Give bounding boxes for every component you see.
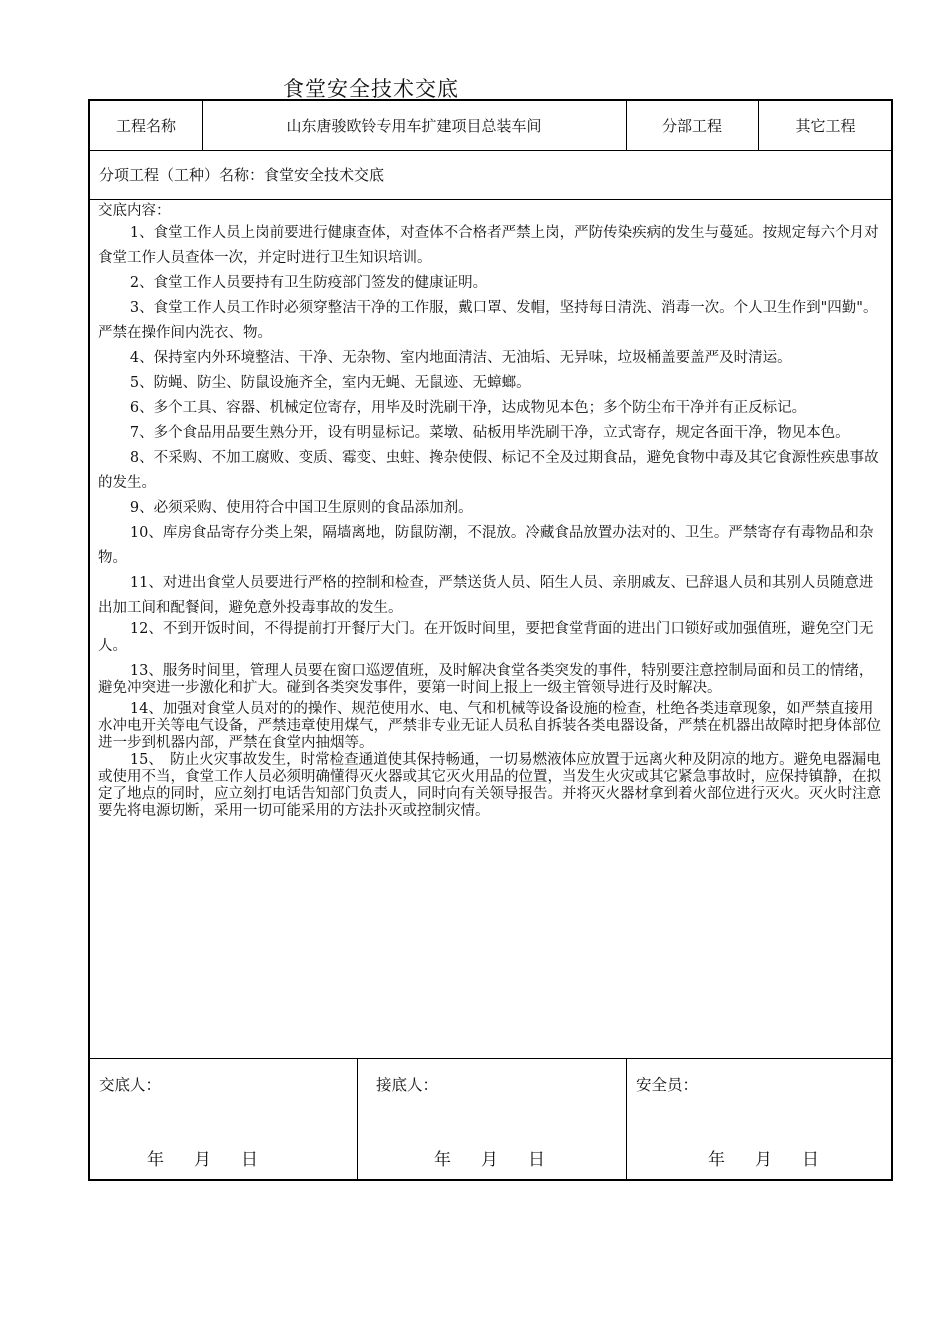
date-year: 年	[434, 1150, 451, 1170]
date-day: 日	[802, 1150, 819, 1170]
division-label: 分部工程	[661, 117, 722, 135]
receiver-label: 接底人：	[376, 1076, 439, 1094]
date-day: 日	[528, 1150, 545, 1170]
content-paragraph: 4、保持室内外环境整洁、干净、无杂物、室内地面清洁、无油垢、无异味，垃圾桶盖要盖严及时清运。	[129, 350, 792, 366]
content-paragraph: 5、防蝇、防尘、防鼠设施齐全，室内无蝇、无鼠迹、无蟑螂。	[129, 375, 531, 391]
content-paragraph: 3、食堂工作人员工作时必须穿整洁干净的工作服，戴口罩、发帽，坚持每日清洗、消毒一次。个人卫生作到"四勤"。严禁在操作间内洗衣、物。	[98, 300, 878, 341]
discloser-label: 交底人：	[99, 1076, 162, 1094]
col-divider	[626, 1058, 627, 1181]
content-paragraph: 2、食堂工作人员要持有卫生防疫部门签发的健康证明。	[129, 275, 488, 291]
date-month: 月	[481, 1150, 498, 1170]
receiver-date	[434, 1145, 575, 1170]
document-title: 食堂安全技术交底	[283, 77, 459, 101]
content-paragraph: 14、加强对食堂人员对的的操作、规范使用水、电、气和机械等设备设施的检查，杜绝各类违章现象，如严禁直接用水冲电开关等电气设备，严禁违章使用煤气，严禁非专业无证人员私自拆装各类电器设备，严禁在机器出故障时把身体部位进一步到机器内部，严禁在食堂内抽烟等。	[98, 701, 881, 751]
content-paragraph: 15、 防止火灾事故发生，时常检查通道使其保持畅通，一切易燃液体应放置于远离火种及阴凉的地方。避免电器漏电或使用不当，食堂工作人员必须明确懂得灭火器或其它灭火用品的位置，当发生火灾或其它紧急事故时，应保持镇静，在拟定了地点的同时，应立刻打电话告知部门负责人，同时向有关领导报告。并将灭火器材拿到着火部位进行灭火。灭火时注意要先将电源切断，采用一切可能采用的方法扑灭或控制灾情。	[98, 752, 881, 819]
content-paragraph: 12、不到开饭时间，不得提前打开餐厅大门。在开饭时间里，要把食堂背面的进出门口锁好或加强值班，避免空门无人。	[98, 621, 874, 654]
safety-officer-date	[708, 1145, 849, 1170]
content-paragraph: 11、对进出食堂人员要进行严格的控制和检查，严禁送货人员、陌生人员、亲朋戚友、已辞退人员和其别人员随意进出加工间和配餐间，避免意外投毒事故的发生。	[98, 575, 874, 616]
content-paragraph: 9、必须采购、使用符合中国卫生原则的食品添加剂。	[129, 500, 473, 516]
safety-officer-label: 安全员：	[636, 1076, 699, 1094]
date-day: 日	[241, 1150, 258, 1170]
row-divider	[90, 150, 891, 151]
content-paragraph: 7、多个食品用品要生熟分开，设有明显标记。菜墩、砧板用毕洗刷干净，立式寄存，规定各面干净，物见本色。	[129, 425, 850, 441]
date-year: 年	[147, 1150, 164, 1170]
content-paragraph: 10、库房食品寄存分类上架，隔墙离地，防鼠防潮，不混放。冷藏食品放置办法对的、卫生。严禁寄存有毒物品和杂物。	[98, 525, 874, 566]
content-paragraph: 6、多个工具、容器、机械定位寄存，用毕及时洗刷干净，达成物见本色；多个防尘布干净并有正反标记。	[129, 400, 807, 416]
content-paragraph: 1、食堂工作人员上岗前要进行健康查体，对查体不合格者严禁上岗，严防传染疾病的发生与蔓延。按规定每六个月对食堂工作人员查体一次，并定时进行卫生知识培训。	[98, 225, 879, 266]
project-name-value: 山东唐骏欧铃专用车扩建项目总装车间	[286, 117, 542, 135]
row-divider	[90, 199, 891, 200]
content-paragraph: 8、不采购、不加工腐败、变质、霉变、虫蛀、搀杂使假、标记不全及过期食品，避免食物中毒及其它食源性疾患事故的发生。	[98, 450, 879, 491]
discloser-date	[147, 1145, 288, 1170]
col-divider	[357, 1058, 358, 1181]
row-divider	[90, 1058, 891, 1059]
content-paragraph: 13、服务时间里，管理人员要在窗口巡逻值班，及时解决食堂各类突发的事件，特别要注意控制局面和员工的情绪，避免冲突进一步激化和扩大。碰到各类突发事件，要第一时间上报上一级主管领导进行及时解决。	[98, 663, 874, 696]
date-month: 月	[194, 1150, 211, 1170]
date-year: 年	[708, 1150, 725, 1170]
content-label: 交底内容：	[98, 203, 171, 219]
disclosure-content	[98, 201, 885, 820]
project-name-label: 工程名称	[115, 117, 176, 135]
division-value: 其它工程	[795, 117, 856, 135]
disclosure-table	[88, 99, 893, 1181]
date-month: 月	[755, 1150, 772, 1170]
subitem-name: 分项工程（工种）名称：食堂安全技术交底	[99, 166, 385, 184]
